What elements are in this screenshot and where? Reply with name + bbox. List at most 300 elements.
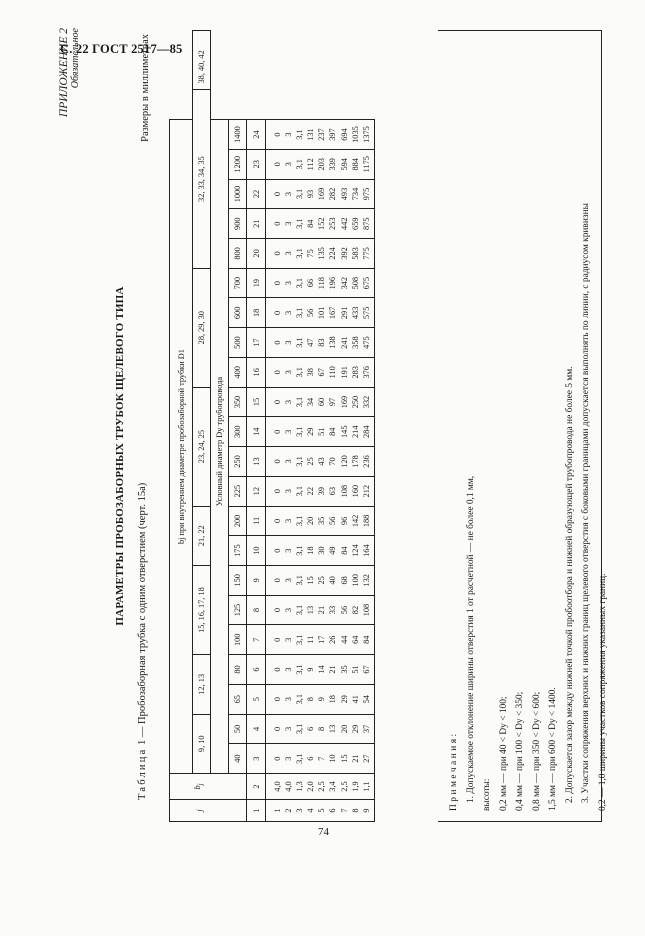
table-cell: 84	[339, 546, 349, 555]
column-number: 21	[247, 209, 266, 239]
table-cell: 594	[339, 158, 349, 171]
table-cell: 83	[317, 338, 327, 347]
table-cell: 82	[350, 605, 360, 615]
table-cell: 18	[306, 546, 316, 555]
dy-value: 225	[229, 476, 247, 506]
d1-group: 21, 22	[193, 506, 211, 565]
table-cell: 96	[339, 516, 349, 526]
table-cell: 0	[273, 399, 282, 405]
column-number: 3	[247, 744, 266, 774]
column-number: 2	[247, 774, 266, 800]
dy-value: 40	[229, 744, 247, 774]
note-line: 1. Допускаемое отклонение ширины отверстия 1 от расчетной — не более 0,1 мм,	[465, 475, 476, 803]
table-cell: 475	[361, 336, 371, 349]
table-cell: 51	[317, 427, 327, 436]
col-b-header	[170, 774, 229, 800]
data-column	[266, 536, 375, 566]
table-cell: 21	[328, 665, 338, 674]
data-column	[266, 447, 375, 477]
table-cell: 131	[306, 128, 316, 141]
data-column	[266, 149, 375, 179]
table-cell: 30	[317, 546, 327, 555]
table-cell: 3,1	[295, 337, 305, 348]
table-cell: 0	[273, 667, 282, 672]
table-cell: 34	[306, 397, 316, 407]
table-cell: 3,1	[295, 694, 305, 705]
notes-block	[438, 30, 608, 822]
table-cell: 11	[306, 635, 316, 644]
table-cell: 224	[328, 247, 338, 260]
table-cell: 6	[328, 808, 338, 813]
table-cell: 191	[339, 366, 349, 379]
table-cell: 0	[273, 459, 282, 464]
table-cell: 8	[306, 697, 316, 702]
table-cell: 56	[328, 516, 338, 526]
table-cell: 214	[350, 425, 360, 438]
table-cell: 63	[328, 487, 338, 496]
column-number: 4	[247, 714, 266, 744]
column-number: 12	[247, 476, 266, 506]
note-line: 0,2 — 1,0 ширины участков сопряжения указанных границ.	[597, 573, 608, 811]
table-cell: 3,1	[295, 485, 305, 497]
dy-value: 175	[229, 536, 247, 566]
table-cell: 3,1	[295, 575, 305, 586]
table-cell: 342	[339, 276, 349, 290]
table-cell: 40	[328, 576, 338, 585]
table-cell: 283	[350, 366, 360, 379]
d1-group: 15, 16, 17, 18	[193, 565, 211, 654]
table-cell: 3	[284, 548, 294, 553]
table-cell: 196	[328, 276, 338, 290]
data-row	[266, 31, 375, 822]
data-column	[266, 655, 375, 685]
table-cell: 3	[284, 578, 294, 583]
note-line: 1,5 мм — при 600 < Dy < 1400.	[548, 687, 558, 811]
table-cell: 178	[350, 455, 360, 468]
table-cell: 84	[361, 635, 371, 644]
table-cell: 203	[317, 158, 327, 171]
table-cell: 0	[273, 281, 282, 286]
table-cell: 54	[361, 695, 371, 704]
table-cell: 3	[284, 756, 294, 761]
dy-value: 900	[229, 209, 247, 239]
table-cell: 0	[273, 162, 282, 167]
table-caption	[137, 483, 148, 800]
table-cell: 3,1	[295, 188, 305, 200]
note-line: 3. Участки сопряжения верхних и нижних границ щелевого отверстия с боковыми границами допускается выполнять по линии, с радиусом кривизны	[581, 203, 591, 803]
table-cell: 135	[317, 247, 327, 260]
table-cell: 250	[350, 395, 360, 409]
column-number: 22	[247, 179, 266, 209]
table-cell: 3,1	[295, 129, 305, 140]
table-cell: 145	[339, 425, 349, 438]
table-cell: 3	[284, 191, 294, 197]
table-cell: 0	[273, 697, 282, 702]
table-cell: 51	[350, 665, 360, 674]
table-cell: 56	[339, 605, 349, 615]
table-cell: 583	[350, 247, 360, 260]
table-cell: 66	[306, 279, 316, 288]
table-cell: 49	[328, 546, 338, 555]
parameters-table	[169, 30, 375, 822]
table-cell: 33	[328, 605, 338, 615]
table-cell: 3,1	[295, 515, 305, 527]
table-cell: 1175	[361, 156, 371, 173]
dy-value: 65	[229, 684, 247, 714]
table-cell: 18	[328, 695, 338, 704]
table-cell: 169	[317, 187, 327, 201]
table-cell: 884	[350, 158, 360, 171]
table-cell: 3	[284, 667, 294, 672]
dy-value: 150	[229, 565, 247, 595]
table-caption-text: 1 — Пробозаборная трубка с одним отверстием (черт. 15а)	[137, 482, 148, 745]
table-cell: 0	[273, 429, 282, 434]
table-cell: 39	[317, 487, 327, 496]
table-cell: 3,1	[295, 723, 305, 735]
table-cell: 575	[361, 306, 371, 320]
table-cell: 3,1	[295, 634, 305, 645]
table-cell: 3,1	[295, 753, 305, 764]
column-number: 13	[247, 447, 266, 477]
table-cell: 3	[284, 607, 294, 613]
table-cell: 493	[339, 187, 349, 201]
dy-value: 80	[229, 655, 247, 685]
table-cell: 124	[350, 544, 360, 557]
table-cell: 15	[339, 754, 349, 763]
table-cell: 27	[361, 754, 371, 763]
table-cell: 3,1	[295, 604, 305, 616]
table-cell: 0	[273, 370, 282, 375]
table-cell: 38	[306, 368, 316, 377]
dy-value: 1000	[229, 179, 247, 209]
table-cell: 13	[306, 605, 316, 615]
table-cell: 3	[295, 808, 305, 813]
table-cell: 2,0	[306, 781, 316, 792]
table-cell: 442	[339, 217, 349, 230]
table-cell: 0	[273, 518, 282, 523]
data-column	[266, 625, 375, 655]
dy-header: Условный диаметр Dy трубопровода	[211, 120, 229, 774]
table-cell: 3,1	[295, 456, 305, 467]
table-cell: 875	[361, 217, 371, 230]
table-cell: 22	[306, 487, 316, 496]
table-cell: 4	[306, 808, 316, 813]
table-cell: 3	[284, 281, 294, 286]
data-column	[266, 357, 375, 387]
column-number: 24	[247, 120, 266, 150]
table-cell: 47	[306, 338, 316, 347]
column-number: 19	[247, 268, 266, 298]
table-cell: 8	[350, 808, 360, 813]
table-cell: 3	[284, 637, 294, 642]
table-cell: 3	[284, 518, 294, 523]
d1-group: 12, 13	[193, 655, 211, 714]
table-cell: 20	[339, 724, 349, 734]
dy-value: 400	[229, 357, 247, 387]
table-cell: 14	[317, 665, 327, 674]
dy-value: 700	[229, 268, 247, 298]
table-cell: 0	[273, 221, 282, 226]
dy-value: 50	[229, 714, 247, 744]
data-column	[266, 714, 375, 744]
table-cell: 110	[328, 366, 338, 379]
table-cell: 3	[284, 132, 294, 137]
page-number: 74	[318, 826, 329, 838]
table-cell: 3,1	[295, 277, 305, 289]
table-cell: 64	[350, 635, 360, 644]
table-cell: 3	[284, 251, 294, 256]
table-cell: 3	[284, 459, 294, 464]
column-number: 14	[247, 417, 266, 447]
table-cell: 169	[339, 395, 349, 409]
table-cell: 339	[328, 158, 338, 171]
column-number: 6	[247, 655, 266, 685]
data-column	[266, 387, 375, 417]
column-number: 7	[247, 625, 266, 655]
table-cell: 0	[273, 489, 282, 494]
table-caption-word: Таблица	[137, 747, 148, 800]
table-cell: 29	[350, 724, 360, 734]
table-cell: 1375	[361, 126, 371, 143]
data-column	[266, 565, 375, 595]
table-cell: 3	[284, 370, 294, 375]
table-cell: 118	[317, 277, 327, 290]
col-b-values	[266, 774, 375, 800]
col-j-header: j	[170, 800, 229, 822]
table-cell: 7	[339, 808, 349, 813]
table-cell: 21	[350, 754, 360, 763]
table-cell: 108	[361, 603, 371, 617]
data-column	[266, 120, 375, 150]
table-cell: 291	[339, 306, 349, 320]
dy-value: 100	[229, 625, 247, 655]
note-line: 0,8 мм — при 350 < Dy < 600;	[531, 691, 542, 811]
table-cell: 3,1	[295, 545, 305, 556]
table-cell: 56	[306, 308, 316, 318]
data-column	[266, 179, 375, 209]
data-column	[266, 684, 375, 714]
table-cell: 60	[317, 397, 327, 407]
dy-value: 300	[229, 417, 247, 447]
column-number: 1	[247, 800, 266, 822]
table-cell: 25	[317, 576, 327, 585]
table-cell: 0	[273, 191, 282, 197]
span-header: bj при внутреннем диаметре пробозаборной трубки D1	[170, 120, 193, 774]
table-cell: 0	[273, 251, 282, 256]
data-column	[266, 417, 375, 447]
column-number: 17	[247, 328, 266, 358]
table-cell: 21	[317, 605, 327, 615]
table-cell: 41	[350, 695, 360, 704]
table-cell: 0	[273, 548, 282, 553]
table-cell: 132	[361, 574, 371, 587]
data-column	[266, 328, 375, 358]
table-cell: 93	[306, 189, 316, 199]
table-cell: 1,1	[361, 781, 371, 792]
dy-value: 800	[229, 239, 247, 269]
note-line: 2. Допускается зазор между нижней точкой пробоотбора и нижней образующей трубопровода не более 5 мм.	[564, 366, 575, 803]
note-line: 0,2 мм — при 40 < Dy < 100;	[498, 696, 509, 811]
table-cell: 43	[317, 457, 327, 466]
d1-groups-row	[193, 31, 211, 822]
table-cell: 20	[306, 516, 316, 526]
col-b-sub: j	[197, 783, 205, 786]
table-cell: 138	[328, 336, 338, 349]
data-column	[266, 744, 375, 774]
page-header: С. 22 ГОСТ 2517—85	[60, 42, 183, 56]
table-cell: 3,1	[295, 396, 305, 408]
table-cell: 13	[328, 724, 338, 734]
table-cell: 35	[339, 665, 349, 674]
table-cell: 35	[317, 516, 327, 526]
table-cell: 1,9	[350, 781, 360, 792]
dy-value: 1400	[229, 120, 247, 150]
table-cell: 212	[361, 484, 371, 498]
table-cell: 0	[273, 578, 282, 583]
column-number: 15	[247, 387, 266, 417]
table-cell: 8	[317, 726, 327, 731]
table-cell: 67	[317, 368, 327, 377]
table-cell: 5	[317, 808, 327, 813]
table-cell: 70	[328, 457, 338, 466]
table-cell: 3,1	[295, 307, 305, 319]
table-cell: 120	[339, 455, 349, 468]
table-cell: 358	[350, 336, 360, 349]
table-cell: 284	[361, 425, 371, 438]
table-cell: 15	[306, 576, 316, 585]
column-number: 23	[247, 149, 266, 179]
table-cell: 3	[284, 697, 294, 702]
col-b-letter: b	[192, 785, 202, 790]
table-cell: 164	[361, 544, 371, 557]
table-cell: 29	[339, 695, 349, 704]
table-cell: 508	[350, 276, 360, 290]
table-cell: 112	[306, 158, 316, 171]
table-cell: 3	[284, 489, 294, 494]
table-cell: 237	[317, 128, 327, 141]
table-cell: 6	[306, 726, 316, 731]
table-cell: 2,5	[317, 781, 327, 792]
table-cell: 0	[273, 607, 282, 613]
dy-value: 500	[229, 328, 247, 358]
table-cell: 75	[306, 249, 316, 258]
table-cell: 29	[306, 427, 316, 436]
column-number: 10	[247, 536, 266, 566]
table-cell: 3,1	[295, 159, 305, 170]
appendix-label	[58, 28, 81, 178]
table-cell: 9	[317, 697, 327, 702]
d1-group: 32, 33, 34, 35	[193, 90, 211, 268]
table-cell: 84	[306, 219, 316, 228]
d1-group: 23, 24, 25	[193, 387, 211, 506]
d1-group: 38, 40, 42	[193, 31, 211, 90]
appendix-title: ПРИЛОЖЕНИЕ 2	[58, 28, 70, 118]
table-cell: 236	[361, 455, 371, 468]
table-cell: 241	[339, 336, 349, 349]
table-cell: 0	[273, 340, 282, 345]
table-cell: 3	[284, 310, 294, 315]
data-column	[266, 476, 375, 506]
table-cell: 152	[317, 217, 327, 230]
dy-value: 125	[229, 595, 247, 625]
table-cell: 659	[350, 217, 360, 230]
table-cell: 6	[306, 756, 316, 761]
table-cell: 975	[361, 187, 371, 201]
dy-value: 1200	[229, 149, 247, 179]
column-number: 16	[247, 357, 266, 387]
table-cell: 44	[339, 635, 349, 644]
table-cell: 1	[273, 808, 282, 813]
table-cell: 675	[361, 276, 371, 290]
note-line: высоты:	[482, 778, 492, 811]
table-cell: 392	[339, 247, 349, 260]
d1-group: 9, 10	[193, 714, 211, 773]
table-cell: 26	[328, 635, 338, 644]
data-column	[266, 209, 375, 239]
dy-value: 250	[229, 447, 247, 477]
table-cell: 734	[350, 187, 360, 201]
table-cell: 160	[350, 484, 360, 498]
table-cell: 1,3	[295, 781, 305, 792]
units-label: Размеры в миллиметрах	[140, 34, 151, 142]
table-cell: 2,5	[339, 781, 349, 792]
table-cell: 775	[361, 247, 371, 260]
table-cell: 3,1	[295, 426, 305, 437]
table-cell: 84	[328, 427, 338, 436]
table-cell: 2	[284, 808, 294, 813]
table-cell: 3	[284, 726, 294, 731]
table-cell: 3,4	[328, 781, 338, 792]
table-cell: 0	[273, 756, 282, 761]
table-cell: 37	[361, 724, 371, 734]
column-number: 8	[247, 595, 266, 625]
table-cell: 68	[339, 576, 349, 585]
column-number: 11	[247, 506, 266, 536]
notes-lines	[463, 31, 612, 811]
data-column	[266, 506, 375, 536]
table-cell: 332	[361, 395, 371, 409]
column-number: 5	[247, 684, 266, 714]
table-cell: 25	[306, 457, 316, 466]
table-cell: 0	[273, 132, 282, 137]
table-cell: 97	[328, 397, 338, 407]
table-cell: 101	[317, 306, 327, 320]
table-cell: 100	[350, 574, 360, 587]
table-cell: 4,0	[284, 781, 294, 792]
notes-title: Примечания:	[449, 731, 459, 811]
table-cell: 67	[361, 665, 371, 674]
data-column	[266, 298, 375, 328]
table-cell: 4,0	[273, 781, 282, 792]
table-cell: 3	[284, 221, 294, 226]
data-column	[266, 268, 375, 298]
table-cell: 0	[273, 310, 282, 315]
note-line: 0,4 мм — при 100 < Dy < 350;	[515, 691, 525, 811]
column-number: 9	[247, 565, 266, 595]
table-cell: 3,1	[295, 218, 305, 229]
table-cell: 3	[284, 162, 294, 167]
table-cell: 376	[361, 366, 371, 379]
table-cell: 0	[273, 637, 282, 642]
dy-value: 600	[229, 298, 247, 328]
table-cell: 253	[328, 217, 338, 230]
column-number: 18	[247, 298, 266, 328]
d1-group: 28, 29, 30	[193, 268, 211, 387]
table-cell: 3	[284, 399, 294, 405]
data-column	[266, 595, 375, 625]
appendix-subtitle: Обязательное	[70, 28, 81, 89]
col-j-values	[266, 800, 375, 822]
